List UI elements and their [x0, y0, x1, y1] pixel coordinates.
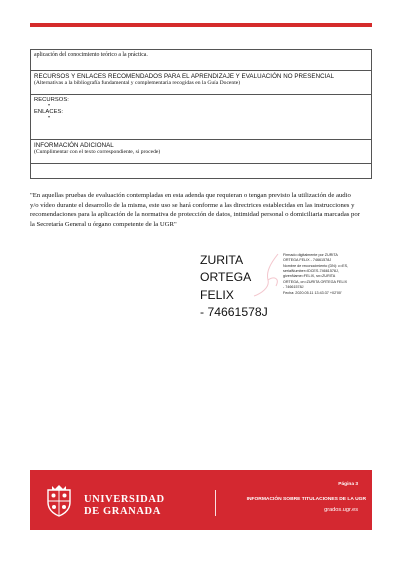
methodology-text: aplicación del conocimiento teórico a la práctica. — [31, 50, 372, 71]
signer-name-line: ZURITA — [200, 253, 244, 267]
table-row — [31, 164, 372, 179]
page-number: Página 3 — [338, 482, 358, 487]
data-protection-note: "En aquellas pruebas de evaluación contempladas en esta adenda que requieran o tengan previsto la utilización de audio y/o vídeo durante el desarrollo de la misma, este uso se hará conforme a las directrices establecidas en las instrucciones y recomendaciones para la aplicación de la normativa de protección de datos, intimidad personal o domiciliaria marcadas por la Secretaría General u órgano competente de la UGR" — [30, 192, 360, 228]
degrees-info-label: INFORMACIÓN SOBRE TITULACIONES DE LA UGR — [246, 497, 366, 502]
enlaces-label: ENLACES: — [34, 109, 64, 116]
website-link[interactable]: grados.ugr.es — [324, 507, 358, 513]
signature-detail-line: Firmado digitalmente por ZURITA — [283, 253, 338, 257]
signature-detail-line: serialNumber=IDCES-74661578J, — [283, 269, 339, 274]
signature-detail-line: givenName=FELIX, sn=ZURITA — [283, 274, 336, 279]
signature-detail-line: Fecha: 2020.05.11 13:43:37 +02'00' — [283, 290, 342, 295]
resources-subtitle: (Alternativas a la bibliografía fundamental y complementaria recogidas en la Guía Docente) — [34, 80, 241, 86]
additional-info-subtitle: (Cumplimentar con el texto correspondiente, si procede) — [34, 149, 161, 155]
table-row — [31, 50, 372, 71]
university-name-line2: DE GRANADA — [84, 506, 161, 517]
table-row — [31, 140, 372, 164]
university-name-line1: UNIVERSIDAD — [84, 494, 165, 505]
additional-info-heading: INFORMACIÓN ADICIONAL — [34, 142, 114, 149]
signer-name-line: - 74661578J — [200, 305, 268, 320]
signature-detail-line: ORTEGA FELIX - 74661578J — [283, 258, 332, 263]
table-row — [31, 95, 372, 140]
university-crest-icon — [44, 484, 74, 518]
recursos-label: RECURSOS: — [34, 97, 69, 103]
header-accent-bar — [30, 23, 372, 27]
signer-name — [200, 252, 280, 322]
signature-detail-line: ORTEGA, cn=ZURITA ORTEGA FELIX — [283, 279, 348, 284]
table-row — [31, 71, 372, 95]
guide-table — [30, 49, 372, 179]
resources-heading: RECURSOS Y ENLACES RECOMENDADOS PARA EL APRENDIZAJE Y EVALUACIÓN NO PRESENCIAL — [34, 73, 335, 80]
signature-details — [283, 253, 373, 296]
signer-name-line: ORTEGA FELIX — [200, 270, 251, 302]
signature-detail-line: Nombre de reconocimiento (DN): c=ES, — [283, 263, 349, 268]
university-footer — [30, 470, 372, 530]
signature-detail-line: - 74661578J — [283, 285, 304, 290]
footer-divider — [215, 490, 216, 516]
enlaces-bullet: • — [48, 115, 51, 122]
recursos-bullet: • — [48, 103, 51, 109]
empty-cell — [31, 164, 372, 179]
